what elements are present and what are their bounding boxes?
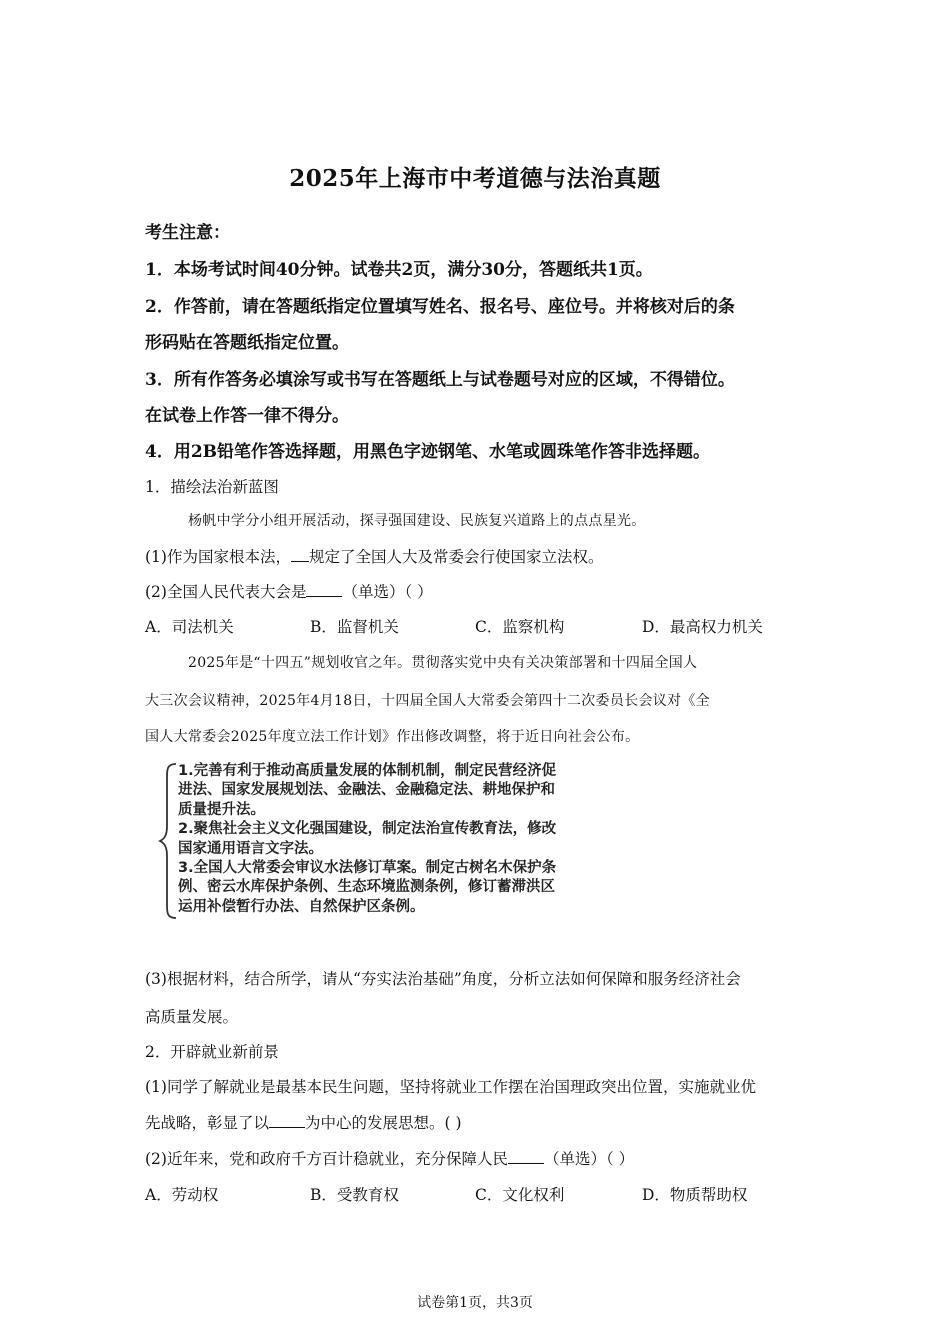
notice-item-2-line-1: 2．作答前，请在答题纸指定位置填写姓名、报名号、座位号。并将核对后的条 — [145, 297, 735, 317]
q2-sub2 — [145, 1147, 810, 1169]
answer-blank — [508, 1149, 544, 1164]
q1-material-line-1: 2025年是“十四五”规划收官之年。贯彻落实党中央有关决策部署和十四届全国人 — [188, 655, 698, 671]
q2-sub2-before: (2)近年来，党和政府千方百计稳就业，充分保障人民 — [145, 1150, 508, 1168]
q1-sub1-after: 规定了全国人大及常委会行使国家立法权。 — [308, 548, 604, 566]
q1-sub2-before: (2)全国人民代表大会是 — [145, 583, 307, 601]
notice-item-3-line-2: 在试卷上作答一律不得分。 — [145, 406, 349, 426]
q1-option-b[interactable]: B．监督机关 — [310, 618, 399, 636]
plan-line: 运用补偿暂行办法、自然保护区条例。 — [178, 898, 425, 915]
plan-line: 3.全国人大常委会审议水法修订草案。制定古树名木保护条 — [178, 860, 557, 877]
q1-sub3-line-2: 高质量发展。 — [145, 1008, 239, 1026]
q1-material-line-3: 国人大常委会2025年度立法工作计划》作出修改调整，将于近日向社会公布。 — [145, 729, 640, 745]
q2-option-b[interactable]: B．受教育权 — [310, 1186, 399, 1204]
page-footer: 试卷第1页，共3页 — [417, 1295, 533, 1311]
notice-item-3-line-1: 3．所有作答务必填涂写或书写在答题纸上与试卷题号对应的区域，不得错位。 — [145, 370, 735, 390]
q1-option-a[interactable]: A．司法机关 — [145, 618, 234, 636]
q2-sub2-after: （单选）（ ） — [543, 1150, 635, 1168]
answer-blank — [269, 1113, 305, 1128]
q1-sub2 — [145, 580, 810, 602]
plan-line: 例、密云水库保护条例、生态环境监测条例，修订蓄滞洪区 — [178, 879, 555, 896]
q1-sub1-before: (1)作为国家根本法， — [145, 548, 291, 566]
q2-sub1-line-2 — [145, 1111, 810, 1133]
q2-option-d[interactable]: D．物质帮助权 — [642, 1186, 748, 1204]
notice-item-2-line-2: 形码贴在答题纸指定位置。 — [145, 333, 349, 353]
q2-sub1-before: 先战略，彰显了以 — [145, 1114, 270, 1132]
q2-sub1-after: 为中心的发展思想。( ) — [305, 1114, 462, 1132]
q1-sub2-after: （单选）（ ） — [342, 583, 433, 601]
plan-line: 进法、国家发展规划法、金融法、金融稳定法、耕地保护和 — [178, 782, 555, 799]
legislation-plan-figure — [158, 760, 648, 922]
answer-blank — [291, 547, 309, 562]
q2-heading: 2．开辟就业新前景 — [145, 1043, 279, 1061]
page-title: 2025年上海市中考道德与法治真题 — [289, 165, 661, 192]
q1-option-c[interactable]: C．监察机构 — [475, 618, 565, 636]
q2-sub1-line-1: (1)同学了解就业是最基本民生问题，坚持将就业工作摆在治国理政突出位置，实施就业优 — [145, 1078, 756, 1096]
notice-item-1: 1．本场考试时间40分钟。试卷共2页，满分30分，答题纸共1页。 — [145, 260, 653, 280]
plan-line: 1.完善有利于推动高质量发展的体制机制，制定民营经济促 — [178, 763, 557, 779]
q1-intro: 杨帆中学分小组开展活动，探寻强国建设、民族复兴道路上的点点星光。 — [188, 513, 646, 529]
q1-options — [145, 615, 805, 635]
notice-heading: 考生注意： — [145, 223, 230, 243]
q2-option-c[interactable]: C．文化权利 — [475, 1186, 565, 1204]
notice-item-4: 4．用2B铅笔作答选择题，用黑色字迹钢笔、水笔或圆珠笔作答非选择题。 — [145, 442, 711, 462]
q2-option-a[interactable]: A．劳动权 — [145, 1186, 219, 1204]
q1-option-d[interactable]: D．最高权力机关 — [642, 618, 763, 636]
plan-line: 2.聚焦社会主义文化强国建设，制定法治宣传教育法，修改 — [178, 821, 557, 838]
legislation-plan-text — [178, 762, 648, 917]
plan-line: 质量提升法。 — [178, 801, 265, 818]
q1-heading: 1．描绘法治新蓝图 — [145, 478, 279, 496]
q1-material-line-2: 大三次会议精神，2025年4月18日，十四届全国人大常委会第四十二次委员长会议对《全 — [145, 693, 710, 709]
q2-options — [145, 1183, 805, 1203]
q1-sub3-line-1: (3)根据材料，结合所学，请从“夯实法治基础”角度，分析立法如何保障和服务经济社会 — [145, 970, 741, 988]
q1-sub1 — [145, 545, 810, 567]
answer-blank — [306, 582, 342, 597]
curly-brace-icon — [158, 760, 180, 922]
plan-line: 国家通用语言文字法。 — [178, 840, 323, 857]
